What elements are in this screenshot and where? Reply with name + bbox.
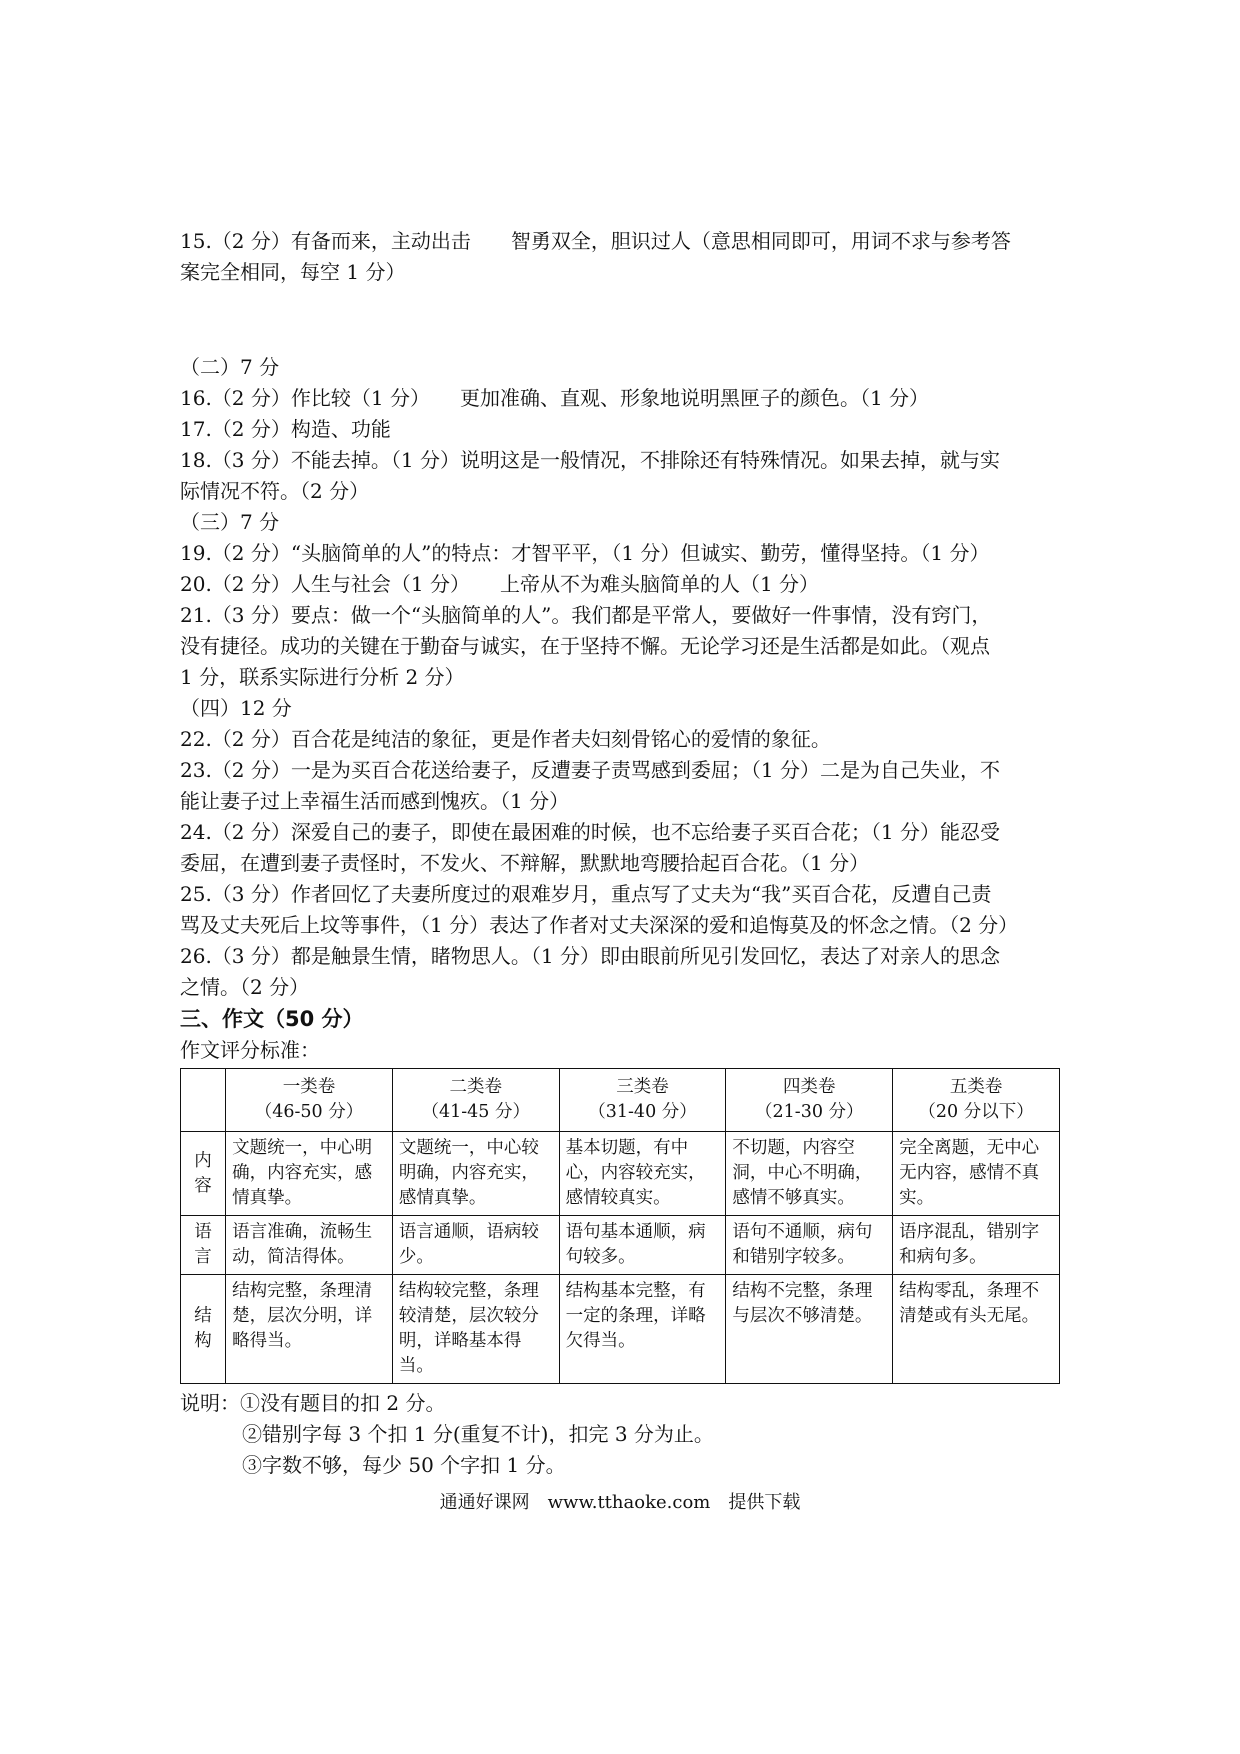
row-head: 结 构 (181, 1275, 226, 1384)
rubric-column-header (726, 1069, 893, 1132)
answer-line: 案完全相同，每空 1 分） (180, 260, 406, 284)
answer-line: 22.（2 分）百合花是纯洁的象征，更是作者夫妇刻骨铭心的爱情的象征。 (180, 727, 831, 751)
rubric-corner-cell (181, 1069, 226, 1132)
rubric-row-content (181, 1132, 1060, 1216)
answer-line: 委屈，在遭到妻子责怪时，不发火、不辩解，默默地弯腰拾起百合花。（1 分） (180, 851, 870, 875)
spacer (180, 288, 1060, 352)
answer-line: 16.（2 分）作比较（1 分） 更加准确、直观、形象地说明黑匣子的颜色。（1 分） (180, 386, 930, 410)
note-line: 说明：①没有题目的扣 2 分。 (180, 1391, 446, 1415)
column-range: （46-50 分） (254, 1102, 364, 1122)
footer-credit: 通通好课网 www.tthaoke.com 提供下载 (439, 1492, 801, 1513)
column-range: （31-40 分） (588, 1102, 697, 1122)
rubric-table (180, 1068, 1060, 1384)
column-range: （20 分以下） (918, 1102, 1034, 1122)
column-name: 四类卷 (783, 1077, 836, 1097)
rubric-column-header (893, 1069, 1060, 1132)
column-name: 一类卷 (282, 1077, 336, 1097)
answer-line: 26.（3 分）都是触景生情，睹物思人。（1 分）即由眼前所见引发回忆，表达了对亲人的思念 (180, 944, 1000, 968)
column-name: 三类卷 (616, 1077, 669, 1097)
answer-line: （四）12 分 (180, 696, 292, 720)
answer-line: 15.（2 分）有备而来，主动出击 智勇双全，胆识过人（意思相同即可，用词不求与参考答 (180, 229, 1011, 253)
rubric-header-row (181, 1069, 1060, 1132)
rubric-cell: 结构不完整，条理与层次不够清楚。 (726, 1275, 893, 1384)
column-range: （41-45 分） (421, 1102, 530, 1122)
rubric-label: 作文评分标准： (180, 1038, 320, 1062)
answer-line: 际情况不符。（2 分） (180, 479, 370, 503)
row-head: 内 容 (181, 1132, 226, 1216)
note-line: ③字数不够，每少 50 个字扣 1 分。 (242, 1453, 566, 1477)
column-name: 二类卷 (449, 1077, 502, 1097)
row-head: 语 言 (181, 1216, 226, 1275)
rubric-cell: 结构零乱，条理不清楚或有头无尾。 (893, 1275, 1060, 1384)
notes (180, 1388, 1060, 1481)
answers-top (180, 226, 1060, 288)
rubric-cell: 结构基本完整，有一定的条理，详略欠得当。 (559, 1275, 726, 1384)
rubric-column-header (392, 1069, 559, 1132)
rubric-cell: 文题统一，中心较明确，内容充实，感情真挚。 (392, 1132, 559, 1216)
answer-line: 20.（2 分）人生与社会（1 分） 上帝从不为难头脑简单的人（1 分） (180, 572, 820, 596)
answer-line: 18.（3 分）不能去掉。（1 分）说明这是一般情况，不排除还有特殊情况。如果去掉，就与实 (180, 448, 1000, 472)
rubric-column-header (226, 1069, 393, 1132)
answer-line: （二）7 分 (180, 355, 280, 379)
answer-line: 23.（2 分）一是为买百合花送给妻子，反遭妻子责骂感到委屈；（1 分）二是为自己失业，不 (180, 758, 1000, 782)
answer-line: 能让妻子过上幸福生活而感到愧疚。（1 分） (180, 789, 570, 813)
answer-line: 21.（3 分）要点：做一个“头脑简单的人”。我们都是平常人，要做好一件事情，没有窍门， (180, 603, 992, 627)
answer-line: 之情。（2 分） (180, 975, 310, 999)
answer-line: 1 分，联系实际进行分析 2 分） (180, 665, 465, 689)
answer-line: 19.（2 分）“头脑简单的人”的特点：才智平平，（1 分）但诚实、勤劳，懂得坚持。（1 分） (180, 541, 990, 565)
rubric-cell: 不切题，内容空洞，中心不明确，感情不够真实。 (726, 1132, 893, 1216)
rubric-cell: 完全离题，无中心无内容，感情不真实。 (893, 1132, 1060, 1216)
answer-line: 25.（3 分）作者回忆了夫妻所度过的艰难岁月，重点写了丈夫为“我”买百合花，反遭自己责 (180, 882, 992, 906)
rubric-cell: 语句不通顺，病句和错别字较多。 (726, 1216, 893, 1275)
answer-line: 17.（2 分）构造、功能 (180, 417, 391, 441)
column-range: （21-30 分） (755, 1102, 864, 1122)
note-line: ②错别字每 3 个扣 1 分(重复不计)，扣完 3 分为止。 (242, 1422, 714, 1446)
rubric-row-structure (181, 1275, 1060, 1384)
answer-line: （三）7 分 (180, 510, 280, 534)
answer-line: 没有捷径。成功的关键在于勤奋与诚实，在于坚持不懈。无论学习还是生活都是如此。（观点 (180, 634, 990, 658)
rubric-cell: 结构较完整，条理较清楚，层次较分明，详略基本得当。 (392, 1275, 559, 1384)
section-title: 三、作文（50 分） (180, 1007, 364, 1031)
rubric-cell: 语句基本通顺，病句较多。 (559, 1216, 726, 1275)
column-name: 五类卷 (949, 1077, 1003, 1097)
answer-line: 24.（2 分）深爱自己的妻子，即使在最困难的时候，也不忘给妻子买百合花；（1 分）能忍受 (180, 820, 1000, 844)
rubric-cell: 语言通顺，语病较少。 (392, 1216, 559, 1275)
rubric-cell: 文题统一，中心明确，内容充实，感情真挚。 (226, 1132, 393, 1216)
answer-line: 骂及丈夫死后上坟等事件，（1 分）表达了作者对丈夫深深的爱和追悔莫及的怀念之情。（2 分） (180, 913, 1019, 937)
rubric-row-language (181, 1216, 1060, 1275)
answers-main (180, 352, 1060, 1003)
rubric-cell: 结构完整，条理清楚，层次分明，详略得当。 (226, 1275, 393, 1384)
rubric-column-header (559, 1069, 726, 1132)
rubric-cell: 基本切题，有中心，内容较充实，感情较真实。 (559, 1132, 726, 1216)
rubric-cell: 语言准确，流畅生动，简洁得体。 (226, 1216, 393, 1275)
answer-sheet (180, 226, 1060, 1481)
rubric-cell: 语序混乱，错别字和病句多。 (893, 1216, 1060, 1275)
